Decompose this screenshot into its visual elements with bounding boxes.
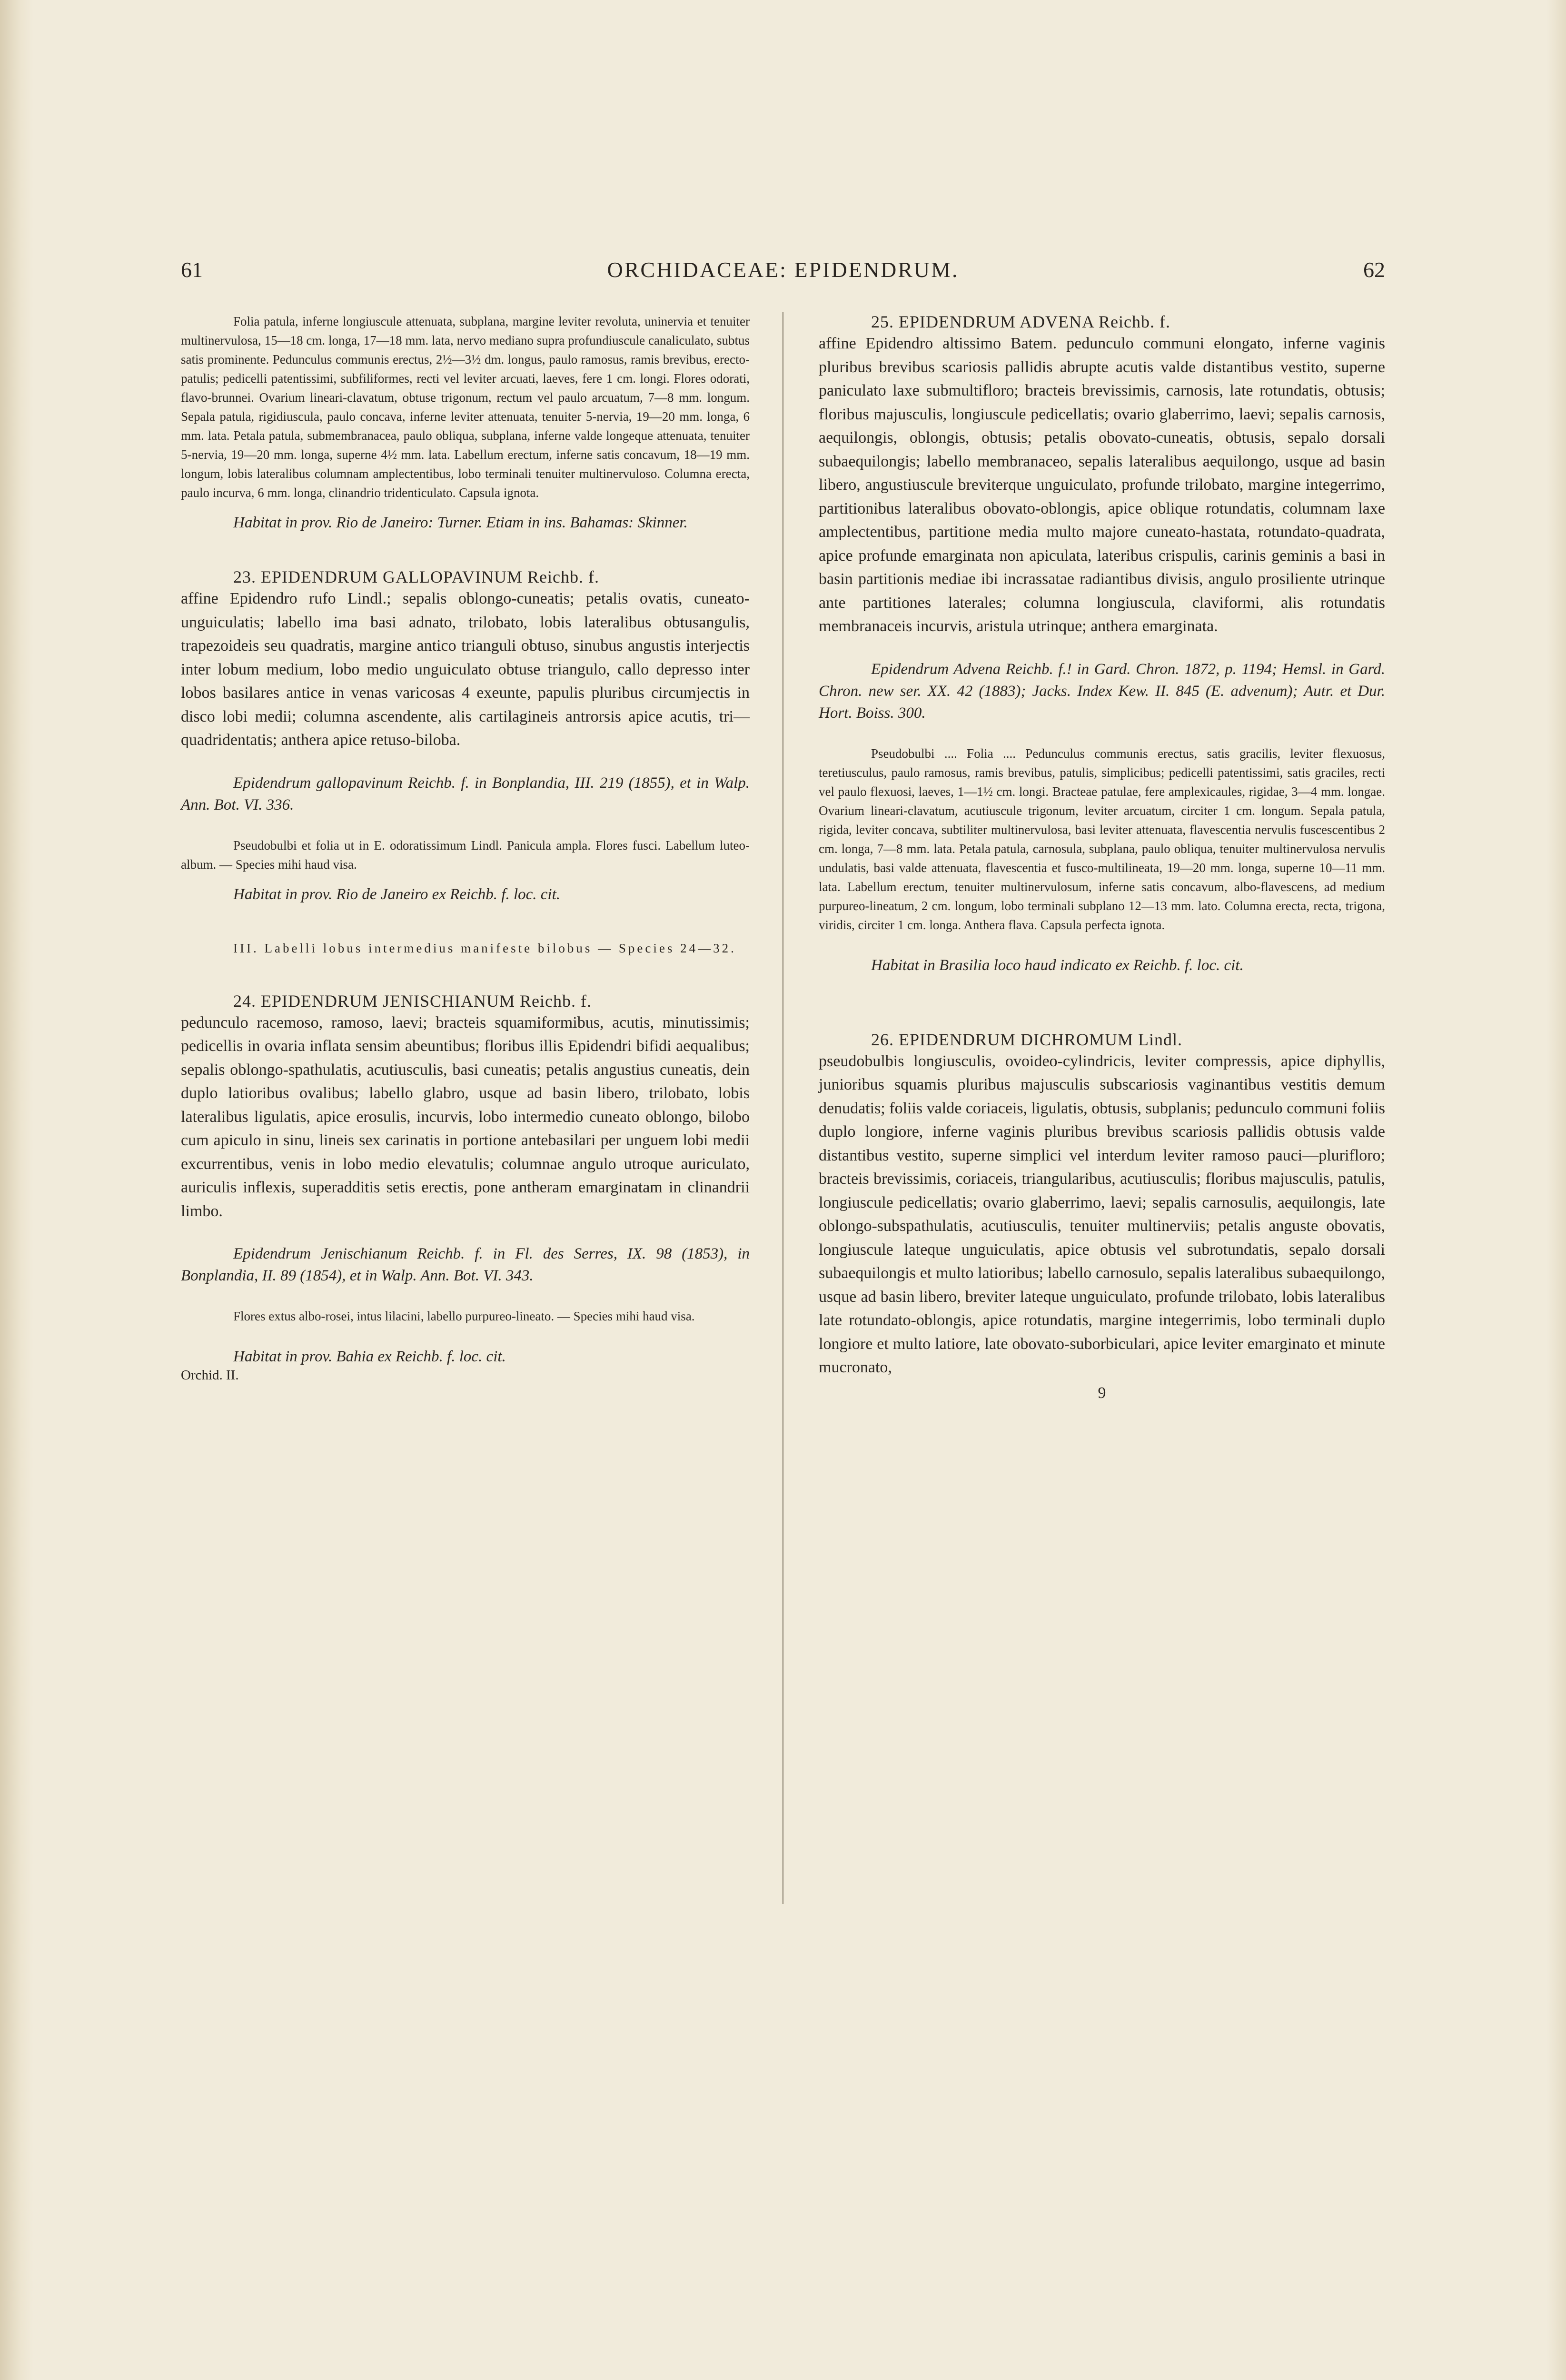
species-25-description: Pseudobulbi .... Folia .... Pedunculus communis erectus, satis gracilis, leviter flexuosus, teretiusculus, paulo ramosus, ramis brevibus, patulis, simplicibus; pedicelli patentissimi, satis graciles, recti vel paulo flexuosi, laeves, 1—1½ cm. longi. Bracteae patulae, fere amplexicaules, rigidae, 3—4 mm. longae. Ovarium lineari-clavatum, acutiuscule trigonum, leviter arcuatum, circiter 1 cm. longum. Sepala patula, rigida, leviter concava, subtiliter multinervulosa, basi leviter attenuata, flavescentia nervulis fuscescentibus 2 cm. longa, 7—8 mm. lata. Petala patula, carnosula, subplana, paulo obliqua, tenuiter multinervulosa nervulis undulatis, basi valde attenuata, flavescentia et fusco-multilineata, 19—20 mm. longa, superne 10—11 mm. lata. Labellum erectum, tenuiter multinervulosum, inferne satis concavum, albo-flavescens, ad medium purpureo-lineatum, 2 cm. longum, lobo terminali subplano 12—13 mm. lato. Columna erecta, recta, trigona, viridis, circiter 1 cm. longa. Anthera flava. Capsula perfecta ignota. — [819, 746, 1385, 932]
species-23-diagnosis: affine Epidendro rufo Lindl.; sepalis oblongo-cuneatis; petalis ovatis, cuneato-unguiculatis; labello ima basi adnato, trilobato, lobis lateralibus obtusangulis, trapezoideis seu quadratis, margine antico trianguli obtuso, sinubus angustis interjectis inter lobum medium, lobo medio unguiculato obtuse triangulo, callo depresso inter lobos basilares antice in venas varicosas 4 exeunte, papulis pluribus circumjectis in disco lobi medii; columna ascendente, alis cartilagineis antrorsis apice acutis, tri—quadridentatis; anthera apice retuso-biloba. — [181, 590, 750, 749]
species-24-heading: 24. EPIDENDRUM JENISCHIANUM Reichb. f. — [233, 991, 592, 1011]
species-22-habitat: Habitat in prov. Rio de Janeiro: Turner. Etiam in ins. Bahamas: Skinner. — [233, 514, 688, 531]
running-header — [181, 257, 1385, 300]
page-number-right: 62 — [1363, 258, 1385, 282]
species-23-citation: Epidendrum gallopavinum Reichb. f. in Bonplandia, III. 219 (1855), et in Walp. Ann. Bot. VI. 336. — [181, 774, 750, 813]
page-right-edge — [1547, 0, 1566, 2380]
running-title: ORCHIDACEAE: EPIDENDRUM. — [607, 258, 959, 282]
page-number-left: 61 — [181, 258, 203, 282]
species-23-habitat: Habitat in prov. Rio de Janeiro ex Reichb. f. loc. cit. — [233, 885, 561, 903]
species-25-diagnosis: affine Epidendro altissimo Batem. pedunculo communi elongato, inferne vaginis pluribus brevibus scariosis pallidis abrupte acutis valde distantibus vestito, superne paniculato laxe submultifloro; bracteis brevissimis, carnosis, late rotundatis, obtusis; floribus majusculis, longiuscule pedicellatis; ovario glaberrimo, laevi; sepalis carnosis, aequilongis, oblongis, obtusis; petalis obovato-cuneatis, obtusis, sepalo dorsali subaequilongis; labello membranaceo, sepalis lateralibus aequilongo, usque ad basin libero, angustiuscule breviterque unguiculato, profunde trilobato, margine integerrimo, partitionibus lateralibus obovato-oblongis, apice oblique rotundatis, columnam laxe amplectentibus, partitione media multo majore cuneato-hastata, rotundato-quadrata, apice profunde emarginata non apiculata, lateribus crispulis, carinis geminis a basi in basin partitionis mediae ibi incrassatae radiantibus divisis, angulo prosiliente utrinque ante partitiones laterales; columna longiuscula, claviformi, alis rotundatis membranaceis incurvis, aristula utrinque; anthera emarginata. — [819, 335, 1385, 635]
species-25-heading: 25. EPIDENDRUM ADVENA Reichb. f. — [871, 312, 1170, 331]
species-24-note: Flores extus albo-rosei, intus lilacini, labello purpureo-lineato. — Species mihi haud visa. — [233, 1309, 695, 1323]
page-binding-edge — [0, 0, 33, 2380]
species-24-diagnosis: pedunculo racemoso, ramoso, laevi; bracteis squamiformibus, acutis, minutissimis; pedicellis in ovaria inflata sensim abeuntibus; floribus illis Epidendri bifidi aequalibus; sepalis oblongo-spathulatis, acutiusculis, basi cuneatis; petalis angustius cuneatis, dein duplo latioribus ovalibus; labello glabro, usque ad basin libero, trilobato, lobis lateralibus ligulatis, apice erosulis, incurvis, lobo intermedio cuneato oblongo, bilobo cum apiculo in sinu, lineis sex carinatis in portione antebasilari per unguem lobi medii excurrentibus, venis in lobo medio elevatulis; columnae angulo utroque auriculato, auriculis inflexis, superadditis setis erectis, pone antheram emarginatam in clinandrii limbo. — [181, 1013, 750, 1220]
species-26-heading: 26. EPIDENDRUM DICHROMUM Lindl. — [871, 1030, 1183, 1049]
section-iii-heading: III. Labelli lobus intermedius manifeste bilobus — Species 24—32. — [233, 941, 736, 955]
right-column — [819, 312, 1385, 1402]
column-divider — [782, 312, 783, 1904]
left-column — [181, 312, 750, 1383]
species-22-description: Folia patula, inferne longiuscule attenuata, subplana, margine leviter revoluta, uninervia et tenuiter multinervulosa, 15—18 cm. longa, 17—18 mm. lata, nervo mediano supra profundiuscule canaliculato, subtus satis prominente. Pedunculus communis erectus, 2½—3½ dm. longus, paulo ramosus, ramis brevibus, erecto-patulis; pedicelli patentissimi, subfiliformes, recti vel leviter arcuati, laeves, fere 1 cm. longi. Flores odorati, flavo-brunnei. Ovarium lineari-clavatum, obtuse trigonum, rectum vel paulo arcuatum, 7—8 mm. longum. Sepala patula, rigidiuscula, paulo concava, inferne leviter attenuata, tenuiter 5-nervia, 19—20 mm. longa, 6 mm. lata. Petala patula, submembranacea, paulo obliqua, subplana, inferne valde longeque attenuata, tenuiter 5-nervia, 19—20 mm. longa, superne 4½ mm. lata. Labellum erectum, inferne satis concavum, 18—19 mm. longum, lobis lateralibus columnam amplectentibus, lobo terminali tenuiter multinervuloso. Columna erecta, paulo incurva, 6 mm. longa, clinandrio tridenticulato. Capsula ignota. — [181, 314, 750, 500]
species-24-citation: Epidendrum Jenischianum Reichb. f. in Fl. des Serres, IX. 98 (1853), in Bonplandia, II. 89 (1854), et in Walp. Ann. Bot. VI. 343. — [181, 1245, 750, 1284]
species-23-note: Pseudobulbi et folia ut in E. odoratissimum Lindl. Panicula ampla. Flores fusci. Labellum luteo-album. — Species mihi haud visa. — [181, 838, 750, 872]
page-signature-number: 9 — [1098, 1384, 1106, 1402]
signature-footer: Orchid. II. — [181, 1368, 239, 1383]
species-25-citation: Epidendrum Advena Reichb. f.! in Gard. Chron. 1872, p. 1194; Hemsl. in Gard. Chron. new ser. XX. 42 (1883); Jacks. Index Kew. II. 845 (E. advenum); Autr. et Dur. Hort. Boiss. 300. — [819, 660, 1385, 722]
species-26-diagnosis: pseudobulbis longiusculis, ovoideo-cylindricis, leviter compressis, apice diphyllis, junioribus squamis pluribus majusculis subscariosis vaginantibus vestitis demum denudatis; foliis valde coriaceis, ligulatis, obtusis, subplanis; pedunculo communi foliis duplo longiore, inferne vaginis pluribus brevibus scariosis pallidis obtusis valde distantibus vestito, superne simplici vel interdum leviter ramoso pauci—plurifloro; bracteis brevissimis, coriaceis, triangularibus, acutiusculis; floribus majusculis, patulis, longiuscule pedicellatis; ovario glaberrimo, laevi; sepalis carnosulis, aequilongis, late oblongo-subspathulatis, acutiusculis, tenuiter multinerviis; petalis anguste obovatis, longiuscule lateque unguiculatis, apice obtusis vel subrotundatis, sepalo dorsali subaequilongis et multo latioribus; labello carnosulo, sepalis lateralibus subaequilongo, usque ad basin libero, breviter lateque unguiculato, profunde trilobato, lobis lateralibus late rotundato-oblongis, apice rotundatis, margine integerrimis, lobo terminali duplo longiore et multo latiore, late obovato-suborbiculari, apice leviter emarginato et minute mucronato, — [819, 1052, 1385, 1376]
species-24-habitat: Habitat in prov. Bahia ex Reichb. f. loc. cit. — [233, 1348, 506, 1365]
species-23-heading: 23. EPIDENDRUM GALLOPAVINUM Reichb. f. — [233, 567, 600, 586]
species-25-habitat: Habitat in Brasilia loco haud indicato ex Reichb. f. loc. cit. — [871, 956, 1244, 974]
